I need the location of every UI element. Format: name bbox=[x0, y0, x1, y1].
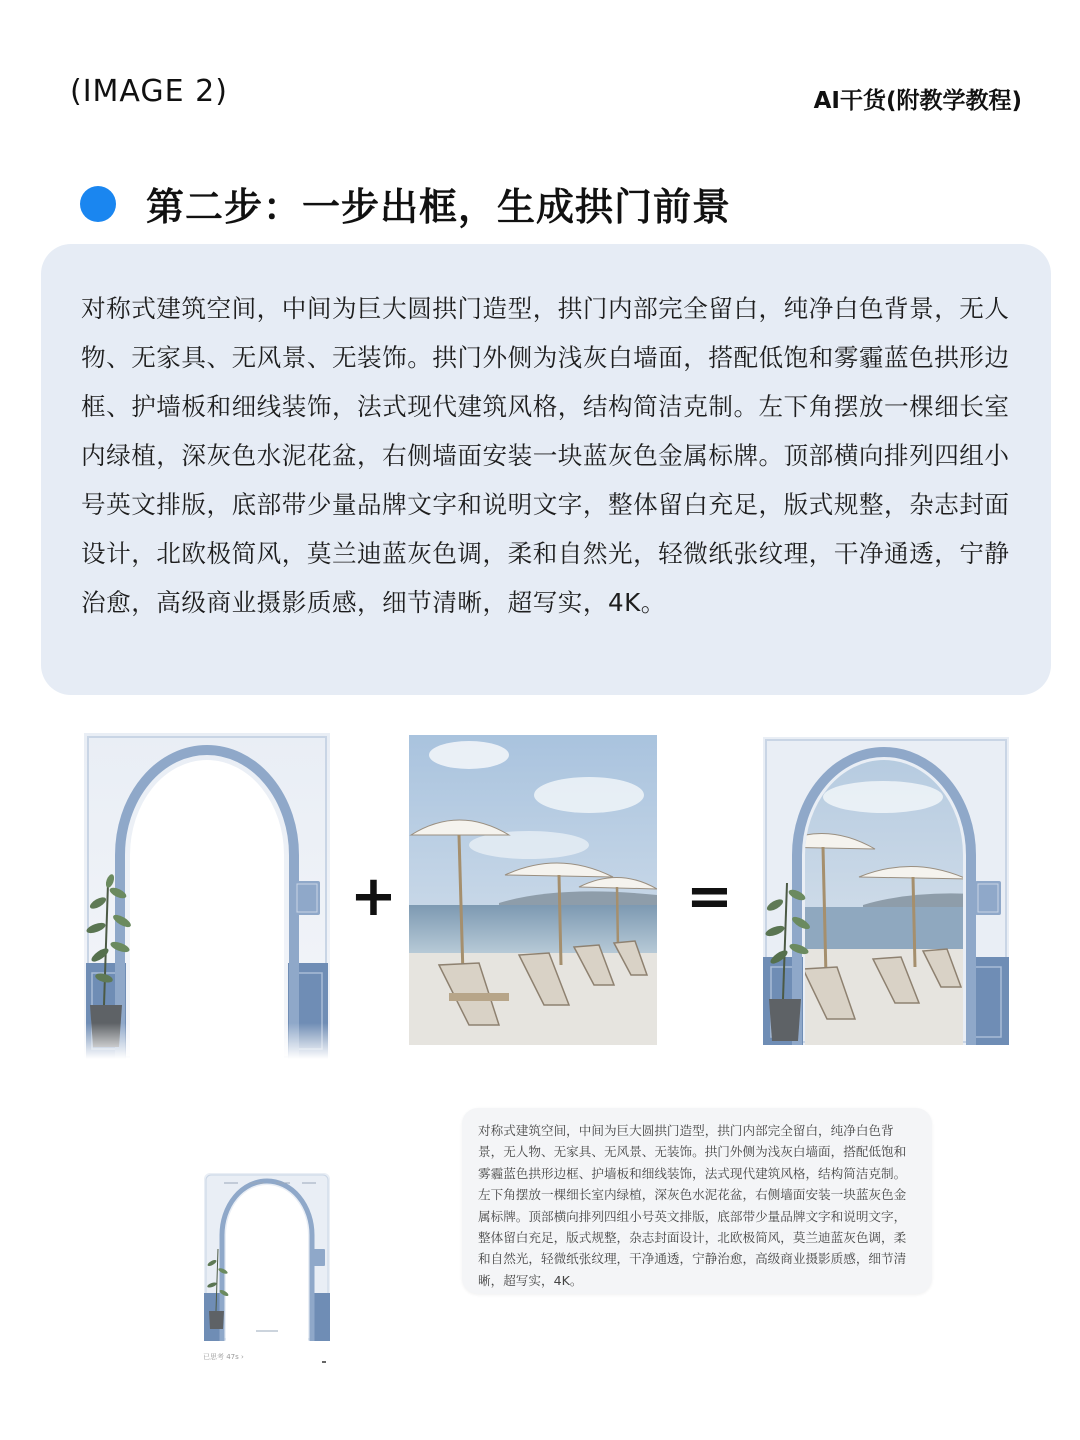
beach-scene-image bbox=[409, 735, 657, 1045]
plus-sign: + bbox=[350, 864, 397, 929]
equals-sign: = bbox=[686, 864, 733, 929]
arch-foreground-image bbox=[84, 733, 330, 1059]
more-dots-icon[interactable] bbox=[322, 1361, 326, 1363]
step-heading bbox=[80, 176, 731, 231]
prompt-preview-card bbox=[462, 1108, 932, 1294]
thinking-status[interactable]: 已思考 47s › bbox=[203, 1353, 244, 1361]
prompt-card bbox=[41, 244, 1051, 695]
composite-result-image bbox=[763, 737, 1009, 1045]
series-title: AI干货(附教学教程) bbox=[813, 88, 1022, 114]
generated-thumbnail[interactable] bbox=[204, 1173, 330, 1341]
prompt-text: 对称式建筑空间，中间为巨大圆拱门造型，拱门内部完全留白，纯净白色背景，无人物、无家具、无风景、无装饰。拱门外侧为浅灰白墙面，搭配低饱和雾霾蓝色拱形边框、护墙板和细线装饰，法式现代建筑风格，结构简洁克制。左下角摆放一棵细长室内绿植，深灰色水泥花盆，右侧墙面安装一块蓝灰色金属标牌。顶部横向排列四组小号英文排版，底部带少量品牌文字和说明文字，整体留白充足，版式规整，杂志封面设计，北欧极简风，莫兰迪蓝灰色调，柔和自然光，轻微纸张纹理，干净通透，宁静治愈，高级商业摄影质感，细节清晰，超写实，4K。 bbox=[81, 294, 1010, 617]
prompt-preview-text: 对称式建筑空间，中间为巨大圆拱门造型，拱门内部完全留白，纯净白色背景，无人物、无家具、无风景、无装饰。拱门外侧为浅灰白墙面，搭配低饱和雾霾蓝色拱形边框、护墙板和细线装饰，法式现代建筑风格，结构简洁克制。左下角摆放一棵细长室内绿植，深灰色水泥花盆，右侧墙面安装一块蓝灰色金属标牌。顶部横向排列四组小号英文排版，底部带少量品牌文字和说明文字，整体留白充足，版式规整，杂志封面设计，北欧极简风，莫兰迪蓝灰色调，柔和自然光，轻微纸张纹理，干净通透，宁静治愈，高级商业摄影质感，细节清晰，超写实，4K。 bbox=[478, 1123, 907, 1288]
image-index-label: (IMAGE 2) bbox=[70, 74, 228, 109]
blue-dot-icon bbox=[80, 186, 116, 222]
step-title: 第二步：一步出框，生成拱门前景 bbox=[146, 185, 732, 229]
